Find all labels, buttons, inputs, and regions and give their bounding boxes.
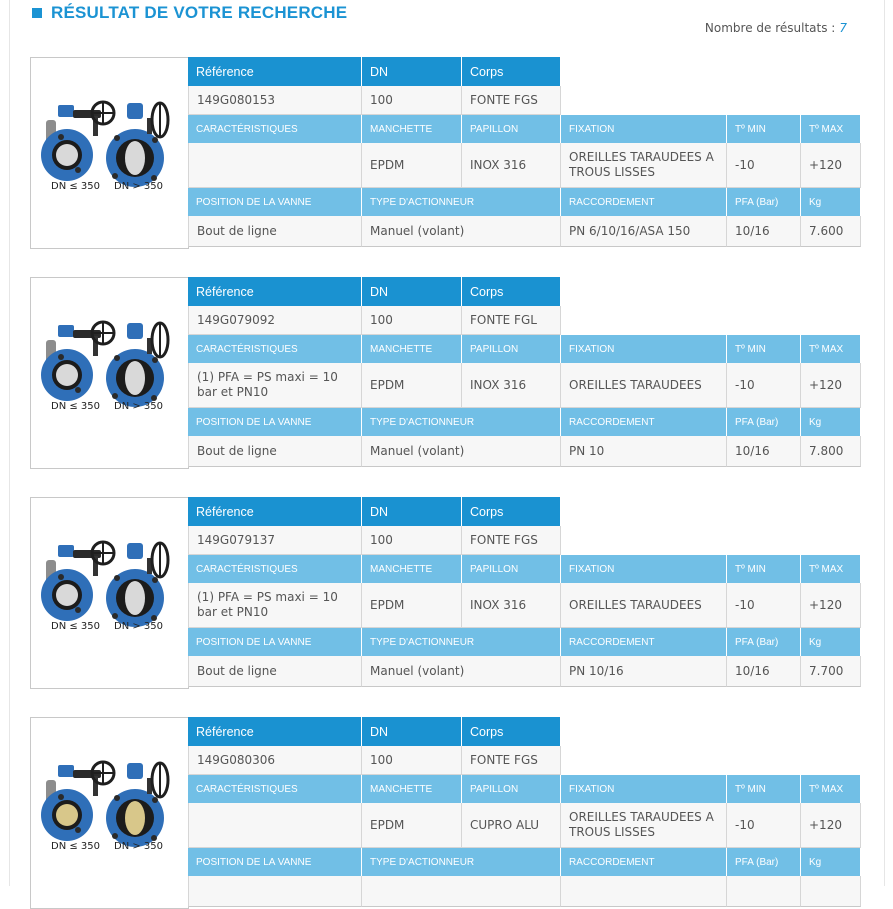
header-t-min: Tº MIN <box>727 335 801 363</box>
header-t-max: Tº MAX <box>801 555 861 583</box>
page-frame-left <box>9 0 10 886</box>
header-actionneur: TYPE D'ACTIONNEUR <box>362 628 561 656</box>
header-kg: Kg <box>801 188 861 216</box>
dn-large-label: DN > 350 <box>114 181 164 192</box>
result-block <box>30 497 861 689</box>
raccordement-value: PN 10/16 <box>561 656 727 687</box>
data-row-specs <box>188 363 861 408</box>
header-caracteristiques: CARACTÉRISTIQUES <box>188 335 362 363</box>
header-papillon: PAPILLON <box>462 775 561 803</box>
header-t-max: Tº MAX <box>801 335 861 363</box>
fixation-value: OREILLES TARAUDEES <box>561 363 727 408</box>
reference-value: 149G079137 <box>188 526 362 555</box>
data-row-main <box>188 86 561 115</box>
header-row-main <box>188 277 561 306</box>
header-manchette: MANCHETTE <box>362 335 462 363</box>
dn-small-label: DN ≤ 350 <box>51 841 101 852</box>
header-caracteristiques: CARACTÉRISTIQUES <box>188 775 362 803</box>
header-manchette: MANCHETTE <box>362 555 462 583</box>
butterfly-valve-icon <box>31 498 188 688</box>
butterfly-valve-icon <box>31 58 188 248</box>
page-title <box>32 2 347 24</box>
header-row-main <box>188 497 561 526</box>
product-image[interactable] <box>30 717 189 909</box>
header-row-specs <box>188 775 861 803</box>
data-row-installation <box>188 876 861 907</box>
dn-value: 100 <box>362 526 462 555</box>
header-raccordement: RACCORDEMENT <box>561 408 727 436</box>
pfa-value <box>727 876 801 907</box>
t-max-value: +120 <box>801 143 861 188</box>
data-row-main <box>188 526 561 555</box>
header-pfa: PFA (Bar) <box>727 188 801 216</box>
kg-value: 7.700 <box>801 656 861 687</box>
header-corps: Corps <box>462 57 561 86</box>
papillon-value: CUPRO ALU <box>462 803 561 848</box>
reference-value: 149G080306 <box>188 746 362 775</box>
actionneur-value: Manuel (volant) <box>362 436 561 467</box>
dn-large-label: DN > 350 <box>114 841 164 852</box>
title-square-icon <box>32 8 42 18</box>
header-fixation: FIXATION <box>561 115 727 143</box>
header-t-min: Tº MIN <box>727 775 801 803</box>
result-block <box>30 277 861 469</box>
butterfly-valve-icon <box>31 718 188 908</box>
kg-value: 7.800 <box>801 436 861 467</box>
caracteristiques-value: (1) PFA = PS maxi = 10 bar et PN10 <box>188 363 362 408</box>
papillon-value: INOX 316 <box>462 143 561 188</box>
header-position: POSITION DE LA VANNE <box>188 188 362 216</box>
header-manchette: MANCHETTE <box>362 115 462 143</box>
header-row-specs <box>188 335 861 363</box>
header-caracteristiques: CARACTÉRISTIQUES <box>188 115 362 143</box>
kg-value <box>801 876 861 907</box>
corps-value: FONTE FGS <box>462 86 561 115</box>
raccordement-value: PN 6/10/16/ASA 150 <box>561 216 727 247</box>
manchette-value: EPDM <box>362 583 462 628</box>
header-fixation: FIXATION <box>561 775 727 803</box>
header-dn: DN <box>362 277 462 306</box>
t-min-value: -10 <box>727 363 801 408</box>
data-row-main <box>188 306 561 335</box>
header-t-min: Tº MIN <box>727 555 801 583</box>
product-image[interactable] <box>30 57 189 249</box>
header-row-installation <box>188 848 861 876</box>
header-row-installation <box>188 628 861 656</box>
header-row-specs <box>188 115 861 143</box>
dn-value: 100 <box>362 306 462 335</box>
result-block <box>30 717 861 909</box>
header-raccordement: RACCORDEMENT <box>561 628 727 656</box>
header-pfa: PFA (Bar) <box>727 408 801 436</box>
header-corps: Corps <box>462 497 561 526</box>
t-min-value: -10 <box>727 803 801 848</box>
header-t-min: Tº MIN <box>727 115 801 143</box>
data-row-installation <box>188 216 861 247</box>
t-min-value: -10 <box>727 143 801 188</box>
header-fixation: FIXATION <box>561 555 727 583</box>
position-value: Bout de ligne <box>188 216 362 247</box>
header-reference: Référence <box>188 57 362 86</box>
header-actionneur: TYPE D'ACTIONNEUR <box>362 188 561 216</box>
header-pfa: PFA (Bar) <box>727 848 801 876</box>
header-kg: Kg <box>801 848 861 876</box>
manchette-value: EPDM <box>362 803 462 848</box>
header-reference: Référence <box>188 277 362 306</box>
reference-value: 149G080153 <box>188 86 362 115</box>
product-image[interactable] <box>30 497 189 689</box>
header-row-specs <box>188 555 861 583</box>
header-t-max: Tº MAX <box>801 775 861 803</box>
page-title-text: RÉSULTAT DE VOTRE RECHERCHE <box>51 3 348 22</box>
header-fixation: FIXATION <box>561 335 727 363</box>
caracteristiques-value <box>188 803 362 848</box>
dn-large-label: DN > 350 <box>114 621 164 632</box>
raccordement-value: PN 10 <box>561 436 727 467</box>
position-value: Bout de ligne <box>188 656 362 687</box>
header-papillon: PAPILLON <box>462 555 561 583</box>
header-papillon: PAPILLON <box>462 335 561 363</box>
results-count <box>705 21 847 35</box>
position-value <box>188 876 362 907</box>
pfa-value: 10/16 <box>727 216 801 247</box>
dn-small-label: DN ≤ 350 <box>51 621 101 632</box>
caracteristiques-value <box>188 143 362 188</box>
actionneur-value: Manuel (volant) <box>362 656 561 687</box>
actionneur-value <box>362 876 561 907</box>
papillon-value: INOX 316 <box>462 583 561 628</box>
header-dn: DN <box>362 717 462 746</box>
header-raccordement: RACCORDEMENT <box>561 188 727 216</box>
data-row-installation <box>188 436 861 467</box>
data-row-specs <box>188 143 861 188</box>
dn-large-label: DN > 350 <box>114 401 164 412</box>
t-min-value: -10 <box>727 583 801 628</box>
data-row-installation <box>188 656 861 687</box>
butterfly-valve-icon <box>31 278 188 468</box>
header-corps: Corps <box>462 277 561 306</box>
data-row-main <box>188 746 561 775</box>
t-max-value: +120 <box>801 363 861 408</box>
header-actionneur: TYPE D'ACTIONNEUR <box>362 408 561 436</box>
dn-small-label: DN ≤ 350 <box>51 401 101 412</box>
header-kg: Kg <box>801 408 861 436</box>
header-actionneur: TYPE D'ACTIONNEUR <box>362 848 561 876</box>
corps-value: FONTE FGS <box>462 526 561 555</box>
header-position: POSITION DE LA VANNE <box>188 408 362 436</box>
data-row-specs <box>188 583 861 628</box>
data-row-specs <box>188 803 861 848</box>
t-max-value: +120 <box>801 583 861 628</box>
header-position: POSITION DE LA VANNE <box>188 848 362 876</box>
raccordement-value <box>561 876 727 907</box>
kg-value: 7.600 <box>801 216 861 247</box>
header-papillon: PAPILLON <box>462 115 561 143</box>
dn-small-label: DN ≤ 350 <box>51 181 101 192</box>
header-corps: Corps <box>462 717 561 746</box>
header-row-installation <box>188 188 861 216</box>
header-dn: DN <box>362 497 462 526</box>
results-count-label: Nombre de résultats : <box>704 21 836 35</box>
header-row-main <box>188 57 561 86</box>
corps-value: FONTE FGL <box>462 306 561 335</box>
header-reference: Référence <box>188 717 362 746</box>
caracteristiques-value: (1) PFA = PS maxi = 10 bar et PN10 <box>188 583 362 628</box>
header-row-main <box>188 717 561 746</box>
reference-value: 149G079092 <box>188 306 362 335</box>
page-frame-right <box>884 0 885 886</box>
fixation-value: OREILLES TARAUDEES A TROUS LISSES <box>561 803 727 848</box>
header-t-max: Tº MAX <box>801 115 861 143</box>
header-dn: DN <box>362 57 462 86</box>
dn-value: 100 <box>362 86 462 115</box>
results-count-value: 7 <box>839 21 847 35</box>
header-pfa: PFA (Bar) <box>727 628 801 656</box>
t-max-value: +120 <box>801 803 861 848</box>
header-row-installation <box>188 408 861 436</box>
header-kg: Kg <box>801 628 861 656</box>
header-reference: Référence <box>188 497 362 526</box>
header-caracteristiques: CARACTÉRISTIQUES <box>188 555 362 583</box>
result-block <box>30 57 861 249</box>
header-position: POSITION DE LA VANNE <box>188 628 362 656</box>
actionneur-value: Manuel (volant) <box>362 216 561 247</box>
fixation-value: OREILLES TARAUDEES <box>561 583 727 628</box>
papillon-value: INOX 316 <box>462 363 561 408</box>
position-value: Bout de ligne <box>188 436 362 467</box>
pfa-value: 10/16 <box>727 436 801 467</box>
corps-value: FONTE FGS <box>462 746 561 775</box>
product-image[interactable] <box>30 277 189 469</box>
manchette-value: EPDM <box>362 363 462 408</box>
dn-value: 100 <box>362 746 462 775</box>
header-raccordement: RACCORDEMENT <box>561 848 727 876</box>
header-manchette: MANCHETTE <box>362 775 462 803</box>
fixation-value: OREILLES TARAUDEES A TROUS LISSES <box>561 143 727 188</box>
pfa-value: 10/16 <box>727 656 801 687</box>
manchette-value: EPDM <box>362 143 462 188</box>
